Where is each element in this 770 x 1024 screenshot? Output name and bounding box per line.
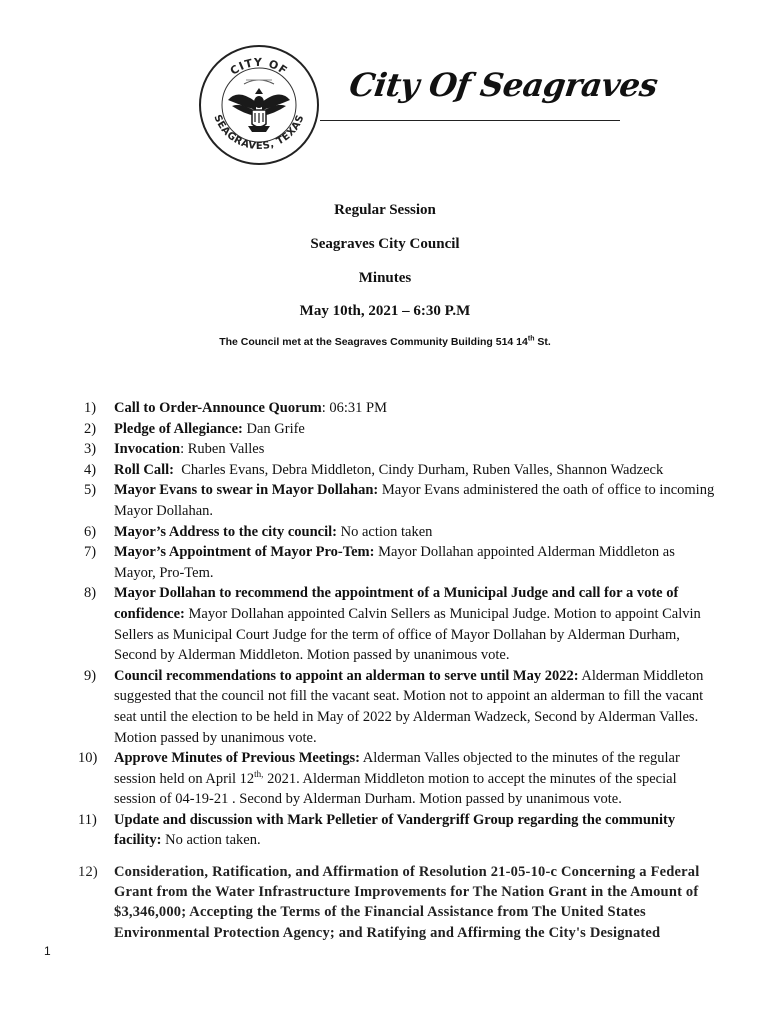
agenda-item: 2) Pledge of Allegiance: Dan Grife: [84, 420, 305, 437]
city-name-logotype: City Of Seagraves: [347, 66, 660, 104]
agenda-item: 6) Mayor’s Address to the city council: No action taken: [84, 523, 433, 540]
agenda-item: 3) Invocation: Ruben Valles: [84, 441, 265, 458]
agenda-item: 11) Update and discussion with Mark Pelletier of Vandergriff Group regarding the community facility: No action taken.: [78, 811, 676, 849]
header-rule: [320, 120, 620, 121]
agenda-item: 9) Council recommendations to appoint an alderman to serve until May 2022: Alderman Middleton suggested that the council not fill the vacant seat. Motion not to appoint an alderman to fill the vacant seat until the election to be held in May of 2022 by Alderman Wadzeck, Second by Alderman Valles. Motion passed by unanimous vote.: [84, 667, 704, 746]
agenda-item: 7) Mayor’s Appointment of Mayor Pro-Tem: Mayor Dollahan appointed Alderman Middleton as Mayor, Pro-Tem.: [84, 544, 675, 581]
agenda-item: 8) Mayor Dollahan to recommend the appointment of a Municipal Judge and call for a vote of confidence: Mayor Dollahan appointed Calvin Sellers as Municipal Judge. Motion to appoint Calvin Sellers as Municipal Court Judge for the term of office of Mayor Dollahan by Alderman Durham, Second by Alderman Middleton. Motion passed by unanimous vote.: [84, 585, 701, 664]
page-number: 1: [44, 944, 51, 958]
minutes-title: Minutes: [358, 270, 412, 286]
meeting-date: May 10th, 2021 – 6:30 P.M: [299, 303, 471, 319]
seal-top-text: CITY OF: [227, 55, 291, 78]
svg-text:CITY OF: [228, 56, 290, 78]
council-title: Seagraves City Council: [310, 236, 460, 252]
agenda-list: [78, 398, 718, 943]
city-seal-logo: [198, 44, 320, 166]
agenda-item: 4) Roll Call: Charles Evans, Debra Middleton, Cindy Durham, Ruben Valles, Shannon Wadzeck: [84, 461, 664, 478]
agenda-item: 12) Consideration, Ratification, and Affirmation of Resolution 21-05-10-c Concerning a Federal Grant from the Water Infrastructure Improvements for The Nation Grant in the Amount of $3,346,000; Accepting the Terms of the Financial Assistance from The United States Environmental Protection Agency; and Ratifying and Affirming the City's Designated: [78, 864, 700, 941]
meeting-venue: The Council met at the Seagraves Community Building 514 14th St.: [219, 335, 551, 348]
session-title: Regular Session: [334, 202, 436, 218]
seal-bottom-text: SEAGRAVES, TEXAS: [211, 113, 307, 153]
agenda-item: 5) Mayor Evans to swear in Mayor Dollahan: Mayor Evans administered the oath of office to incoming Mayor Dollahan.: [84, 482, 715, 519]
eagle-emblem: [228, 88, 290, 132]
agenda-item: 10) Approve Minutes of Previous Meetings: Alderman Valles objected to the minutes of the regular session held on April $12^{th,}$ 2021. Alderman Middleton motion to accept the minutes of the special session of 04-19-21 . Second by Alderman Durham. Motion passed by unanimous vote.: [78, 750, 680, 808]
agenda-item: 1) Call to Order-Announce Quorum: 06:31 PM: [84, 400, 387, 416]
